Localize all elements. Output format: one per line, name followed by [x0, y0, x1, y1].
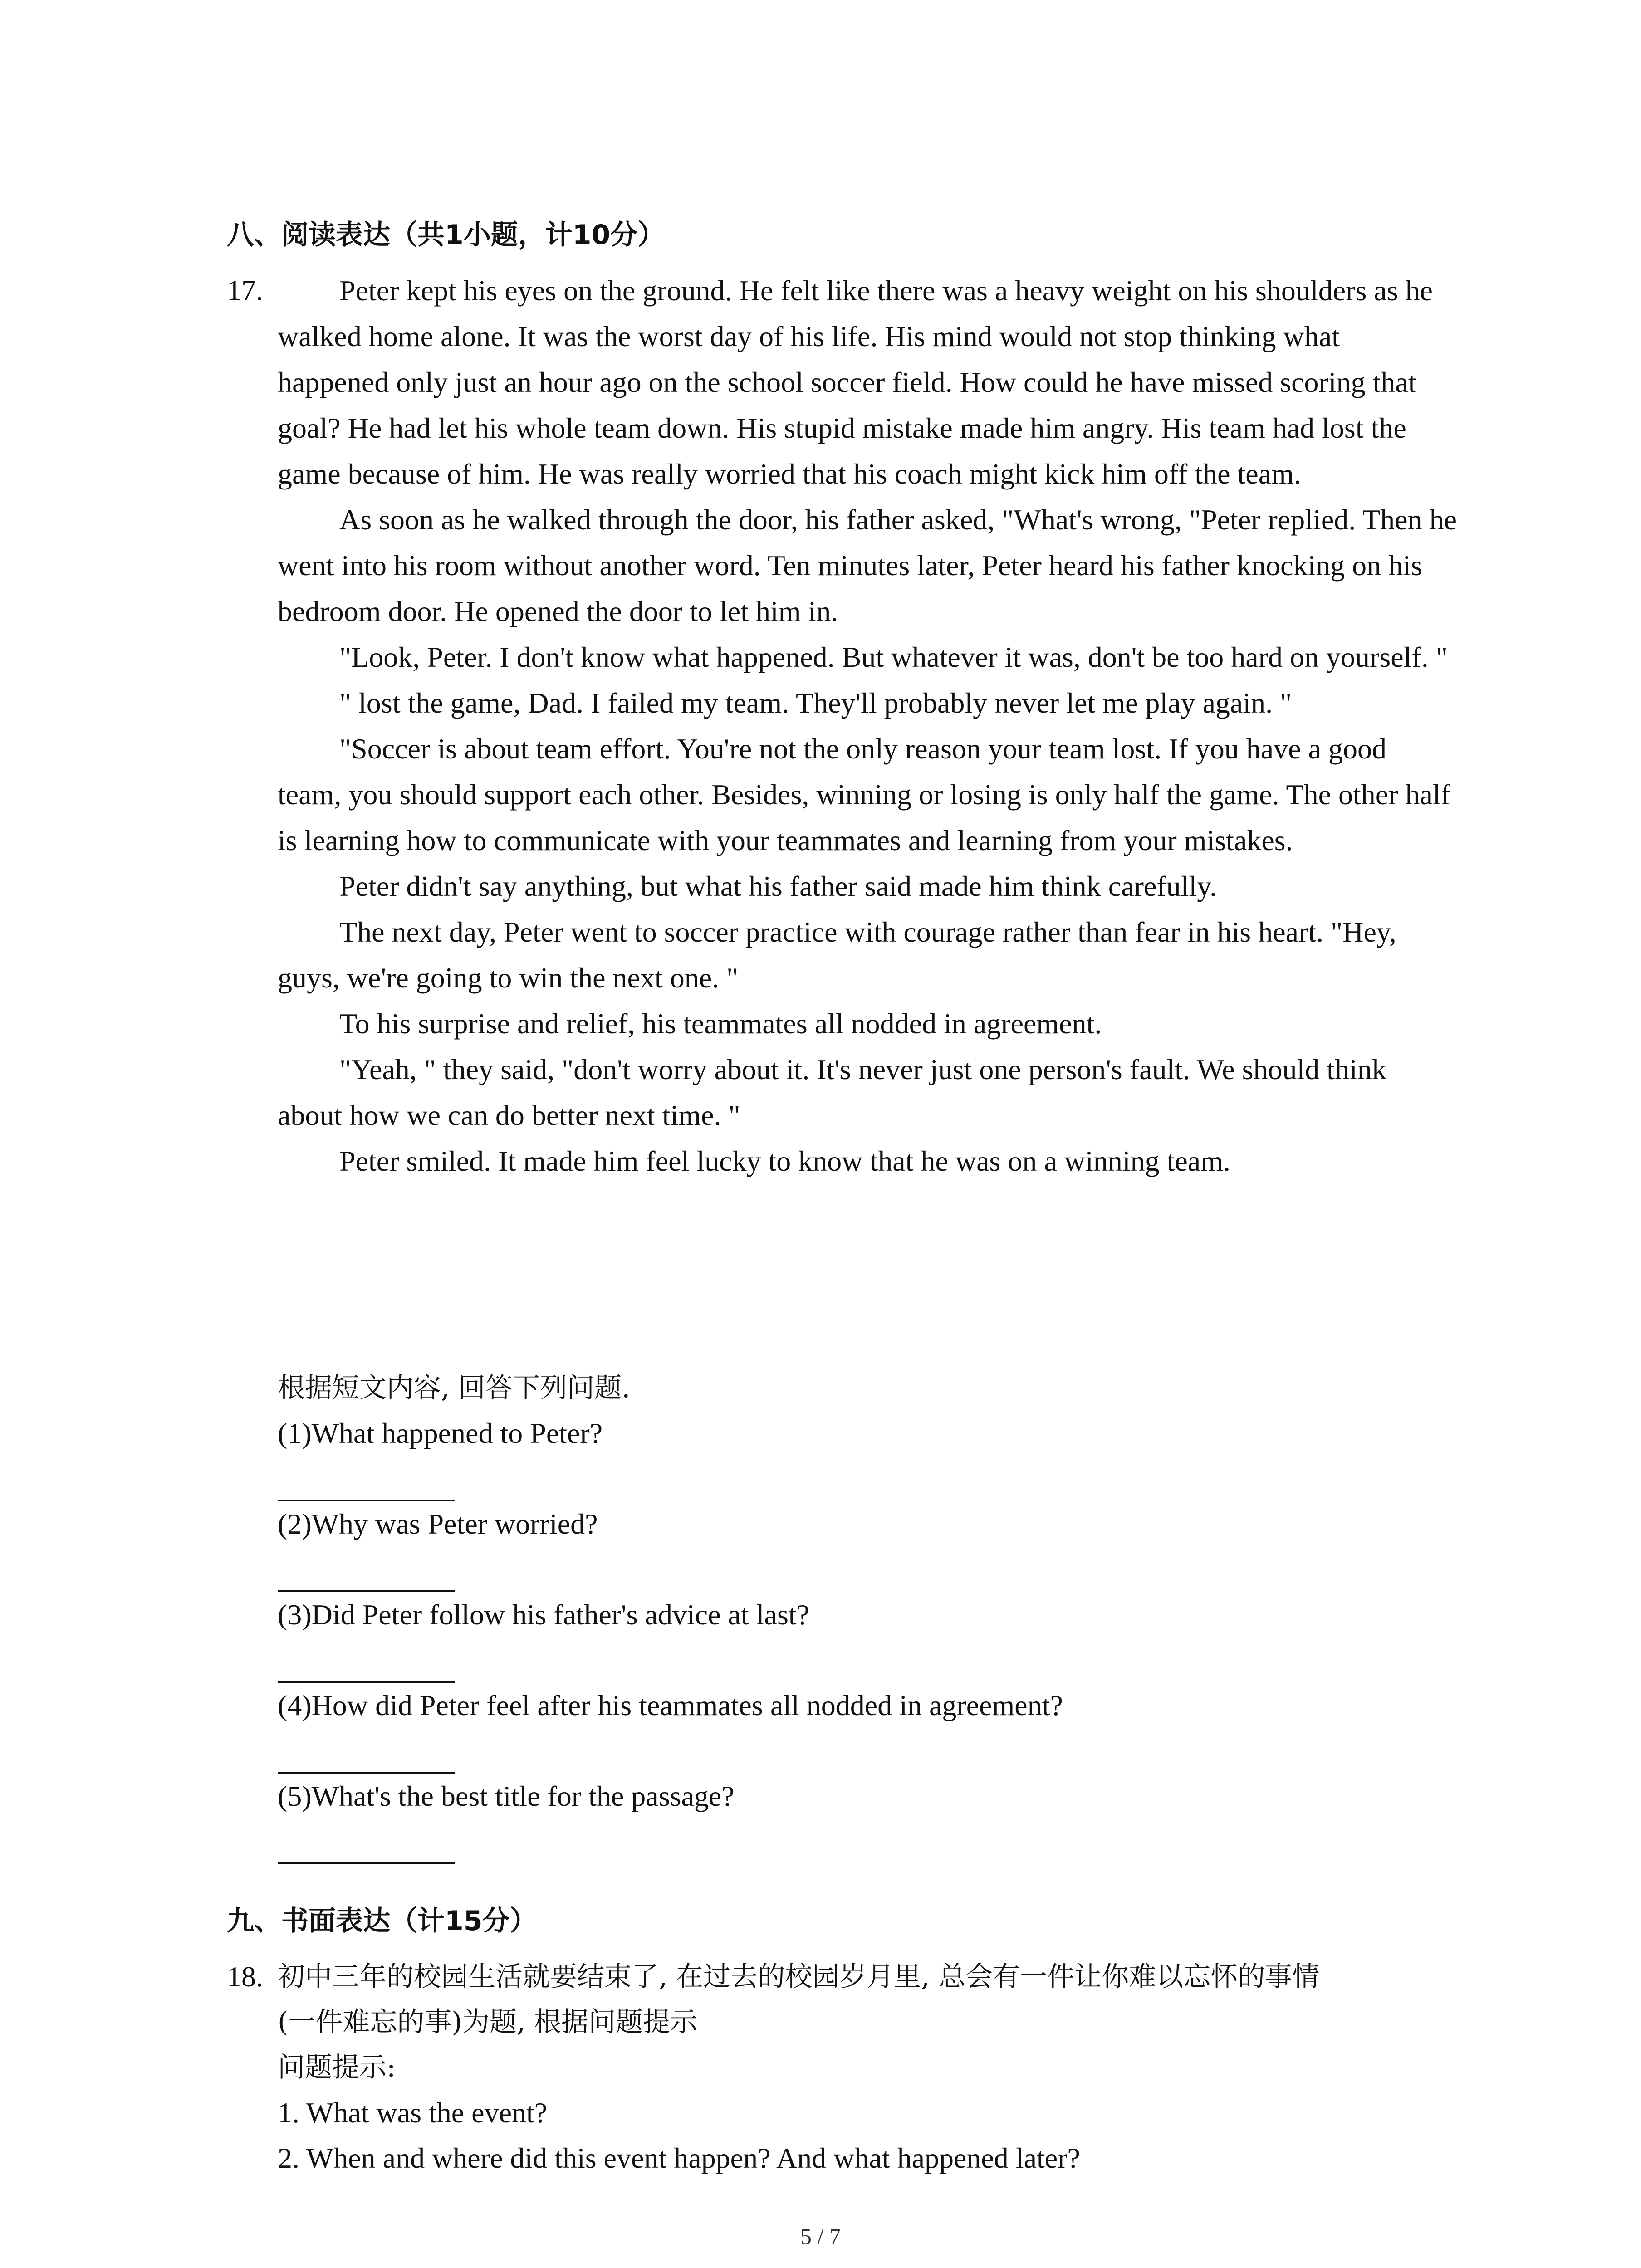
answer-blank-2[interactable] — [278, 1547, 455, 1592]
writing-prompt — [278, 1954, 1457, 2181]
passage-paragraph: Peter didn't say anything, but what his father said made him think carefully. — [339, 870, 1217, 902]
prompt-line-1: 初中三年的校园生活就要结束了, 在过去的校园岁月里, 总会有一件让你难以忘怀的事情 — [278, 1961, 1320, 1993]
answer-blank-3[interactable] — [278, 1637, 455, 1683]
prompt-line-2: (一件难忘的事)为题, 根据问题提示 — [278, 2006, 697, 2038]
question-5: (5)What's the best title for the passage? — [278, 1780, 735, 1812]
passage-paragraph: "Look, Peter. I don't know what happened. But whatever it was, don't be too hard on yourself. " — [339, 641, 1448, 673]
passage-paragraph: To his surprise and relief, his teammates all nodded in agreement. — [339, 1007, 1102, 1040]
passage-paragraph: " lost the game, Dad. I failed my team. They'll probably never let me play again. " — [339, 687, 1292, 719]
hint-1: 1. What was the event? — [278, 2097, 548, 2129]
passage-paragraph: "Yeah, " they said, "don't worry about it. It's never just one person's fault. We should think about how we can do better next time. " — [278, 1053, 1386, 1131]
passage-paragraph: Peter kept his eyes on the ground. He felt like there was a heavy weight on his shoulders as he walked home alone. It was the worst day of his life. His mind would not stop thinking what happened only just an hour ago on the school soccer field. How could he have missed scoring that goal? He had let his whole team down. His stupid mistake made him angry. His team had lost the game because of him. He was really worried that his coach might kick him off the team. — [278, 274, 1433, 490]
answer-blank-1[interactable] — [278, 1456, 455, 1501]
hints-label: 问题提示: — [278, 2052, 396, 2083]
section-8-title: 八、阅读表达（共1小题，计10分） — [227, 219, 665, 251]
question-1: (1)What happened to Peter? — [278, 1417, 603, 1449]
instruction-text: 根据短文内容, 回答下列问题. — [278, 1372, 631, 1404]
reading-passage — [278, 268, 1457, 1184]
passage-paragraph: The next day, Peter went to soccer practice with courage rather than fear in his heart. "Hey, guys, we're going to win the next one. " — [278, 916, 1396, 994]
answer-blank-5[interactable] — [278, 1819, 455, 1864]
page-number: 5 / 7 — [800, 2224, 841, 2249]
hint-2: 2. When and where did this event happen? And what happened later? — [278, 2142, 1080, 2174]
passage-paragraph: Peter smiled. It made him feel lucky to know that he was on a winning team. — [339, 1145, 1230, 1177]
question-3: (3)Did Peter follow his father's advice at last? — [278, 1598, 810, 1631]
question-2: (2)Why was Peter worried? — [278, 1508, 598, 1540]
question-4: (4)How did Peter feel after his teammates all nodded in agreement? — [278, 1689, 1063, 1721]
question-18-number: 18. — [227, 1960, 263, 1993]
questions-block — [278, 1365, 1457, 1864]
passage-paragraph: As soon as he walked through the door, his father asked, "What's wrong, "Peter replied. Then he went into his room without another word. Ten minutes later, Peter heard his father knocking on his bedroom door. He opened the door to let him in. — [278, 503, 1457, 627]
question-17-number: 17. — [227, 274, 263, 306]
passage-paragraph: "Soccer is about team effort. You're not the only reason your team lost. If you have a good team, you should support each other. Besides, winning or losing is only half the game. The other half is learning how to communicate with your teammates and learning from your mistakes. — [278, 733, 1450, 856]
answer-blank-4[interactable] — [278, 1728, 455, 1774]
section-9-title: 九、书面表达（计15分） — [227, 1905, 537, 1937]
